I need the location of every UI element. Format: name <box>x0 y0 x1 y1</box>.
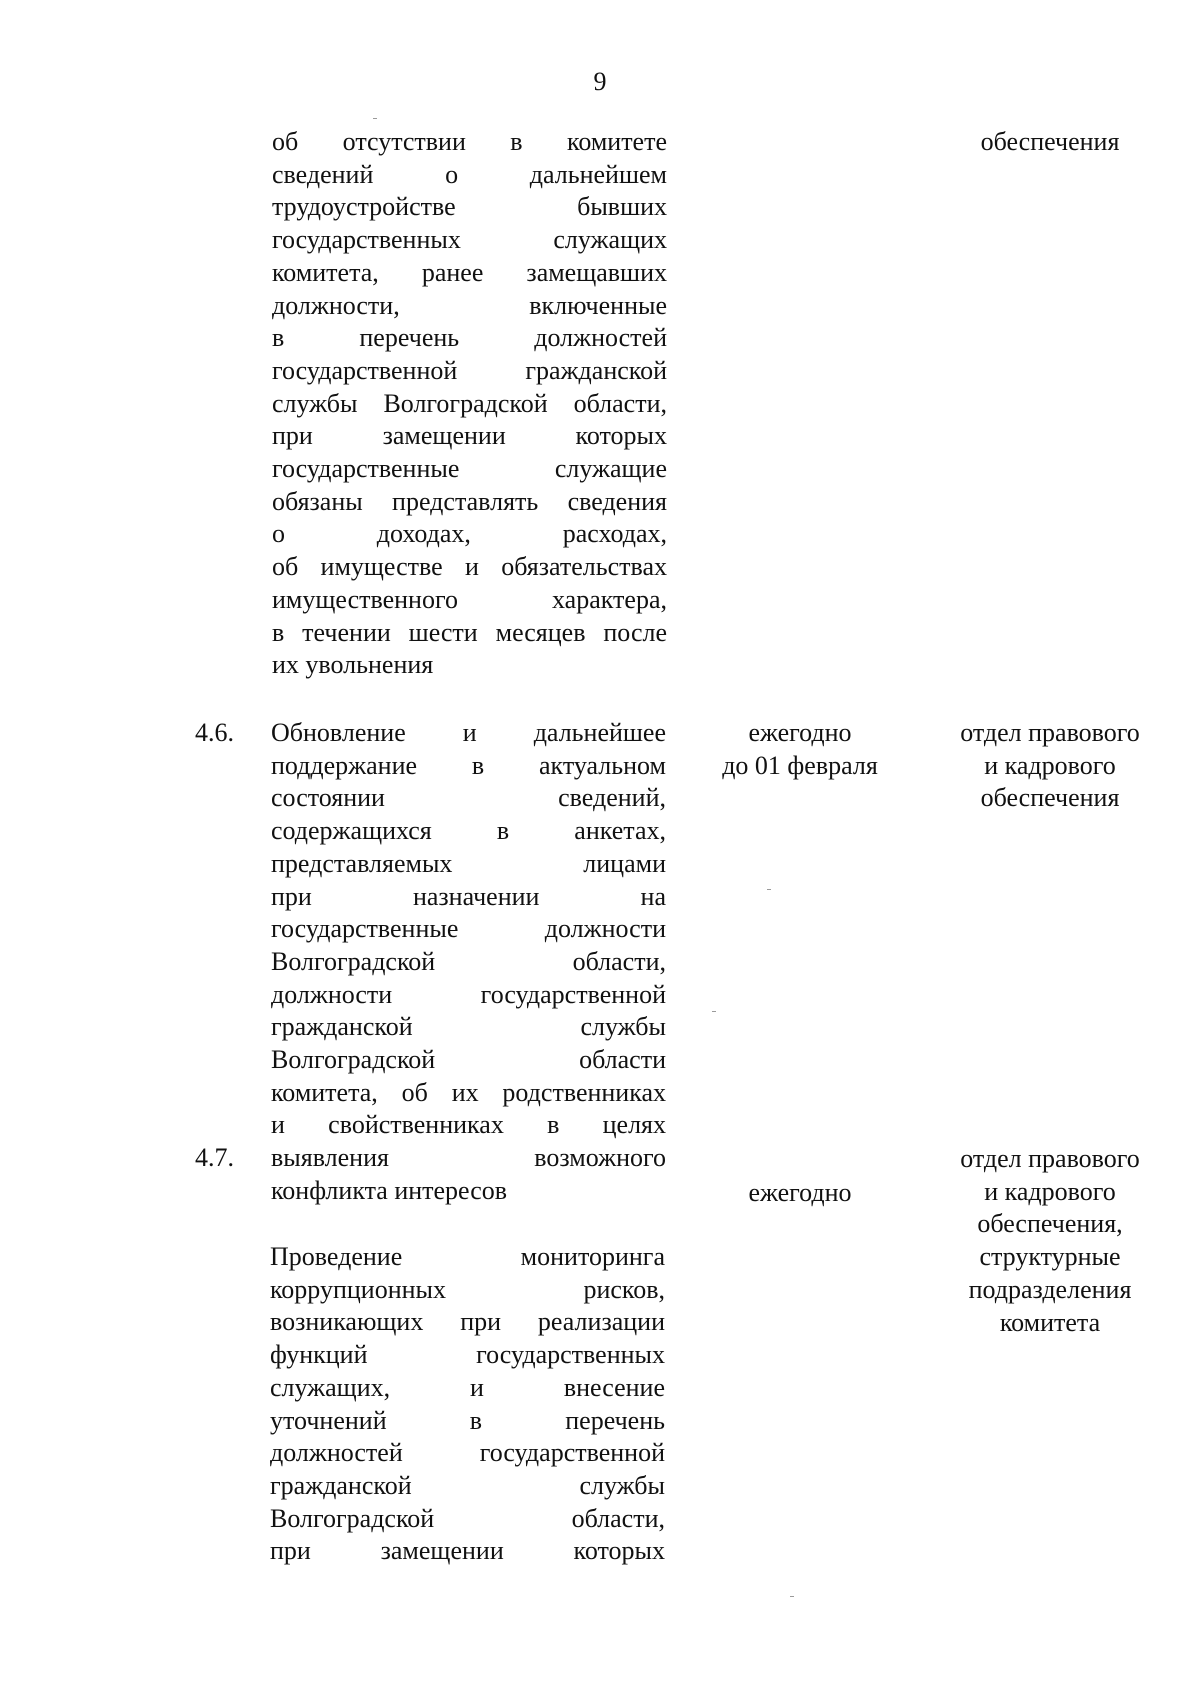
text-line: службы Волгоградской области, <box>272 388 667 418</box>
text-line: возникающих при реализации <box>270 1307 665 1337</box>
text-line: Волгоградской области, <box>271 946 666 976</box>
text-line: гражданской службы <box>270 1470 665 1500</box>
text-line: Проведение мониторинга <box>270 1242 665 1271</box>
text-line: о доходах, расходах, <box>272 519 667 549</box>
text-line: при замещении которых <box>270 1536 665 1566</box>
text-line: в течении шести месяцев после <box>272 617 667 647</box>
text-line: Волгоградской области <box>271 1045 666 1075</box>
item-continuation-responsible <box>945 126 1155 159</box>
text-line: и кадрового <box>984 750 1116 780</box>
text-line: при замещении которых <box>272 421 667 451</box>
text-line: государственных служащих <box>272 225 667 255</box>
text-line: комитета, ранее замещавших <box>272 257 667 287</box>
text-line: должностей государственной <box>270 1438 665 1468</box>
item-4-6-responsible <box>935 717 1165 815</box>
text-line: ежегодно <box>748 1178 852 1207</box>
text-line: уточнений в перечень <box>270 1405 665 1435</box>
text-line: содержащихся в анкетах, <box>271 816 666 846</box>
text-line: их увольнения <box>272 650 434 680</box>
text-line: представляемых лицами <box>271 848 666 878</box>
item-4-6-description <box>271 717 666 1208</box>
item-4-7-responsible <box>935 1143 1165 1339</box>
text-line: сведений о дальнейшем <box>272 159 667 189</box>
text-line: в перечень должностей <box>272 323 667 353</box>
text-line: об отсутствии в комитете <box>272 127 667 156</box>
text-line: состоянии сведений, <box>271 783 666 813</box>
page-number: 9 <box>593 67 607 96</box>
item-4-7-description <box>270 1241 665 1568</box>
text-line: структурные <box>979 1242 1121 1272</box>
text-line: отдел правового <box>960 1144 1140 1173</box>
item-number-4-7: 4.7. <box>195 1143 234 1172</box>
text-line: должности государственной <box>271 979 666 1009</box>
scan-speck <box>712 1011 716 1012</box>
text-line: должности, включенные <box>272 290 667 320</box>
text-line: об имуществе и обязательствах <box>272 552 667 582</box>
text-line: обеспечения <box>980 127 1120 156</box>
text-line: отдел правового <box>960 718 1140 747</box>
text-line: и свойственниках в целях <box>271 1110 666 1140</box>
text-line: при назначении на <box>271 881 666 911</box>
text-line: Волгоградской области, <box>270 1503 665 1533</box>
text-line: коррупционных рисков, <box>270 1274 665 1304</box>
text-line: служащих, и внесение <box>270 1372 665 1402</box>
item-continuation-description <box>272 126 667 682</box>
text-line: и кадрового <box>984 1176 1116 1206</box>
text-line: обеспечения, <box>977 1209 1123 1239</box>
text-line: до 01 февраля <box>722 750 878 780</box>
item-number-4-6: 4.6. <box>195 718 234 747</box>
text-line: государственные служащие <box>272 454 667 484</box>
item-4-7-term <box>695 1177 905 1210</box>
text-line: комитета, об их родственниках <box>271 1077 666 1107</box>
text-line: конфликта интересов <box>271 1175 508 1205</box>
text-line: Обновление и дальнейшее <box>271 718 666 747</box>
item-4-6-term <box>695 717 905 782</box>
text-line: комитета <box>999 1307 1101 1337</box>
text-line: выявления возможного <box>271 1143 666 1173</box>
text-line: подразделения <box>968 1274 1132 1304</box>
scan-speck <box>767 889 771 890</box>
text-line: поддержание в актуальном <box>271 750 666 780</box>
text-line: обязаны представлять сведения <box>272 486 667 516</box>
text-line: обеспечения <box>980 783 1120 813</box>
text-line: имущественного характера, <box>272 584 667 614</box>
text-line: государственной гражданской <box>272 355 667 385</box>
scan-speck <box>373 118 377 119</box>
text-line: трудоустройстве бывших <box>272 192 667 222</box>
text-line: ежегодно <box>748 718 852 747</box>
text-line: функций государственных <box>270 1340 665 1370</box>
scan-speck <box>790 1596 794 1597</box>
text-line: государственные должности <box>271 914 666 944</box>
text-line: гражданской службы <box>271 1012 666 1042</box>
